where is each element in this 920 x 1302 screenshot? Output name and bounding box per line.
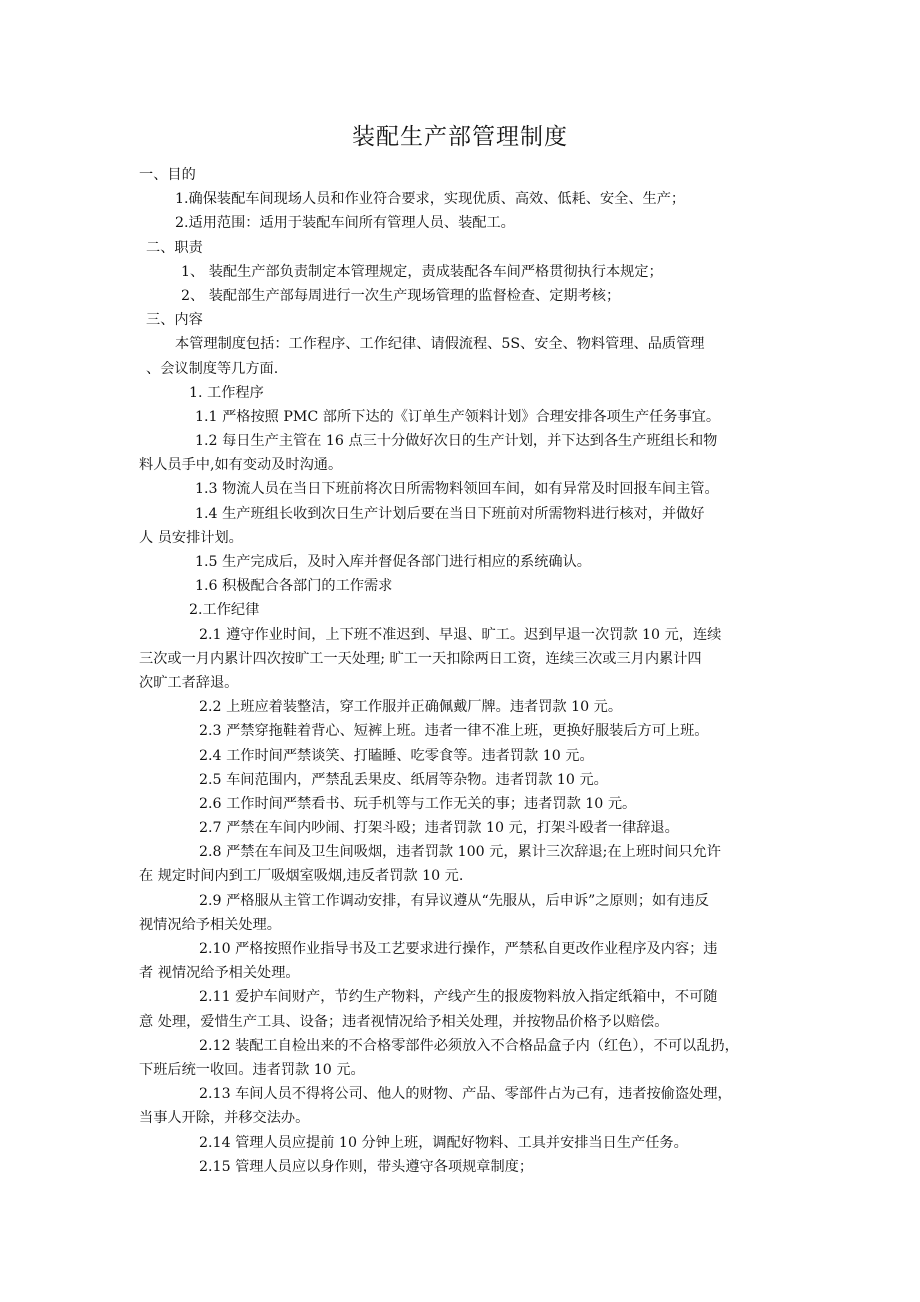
paragraph-line: 1.2 每日生产主管在 16 点三十分做好次日的生产计划，并下达到各生产班组长和物 — [195, 433, 718, 450]
section-heading-content: 三、内容 — [146, 312, 203, 329]
paragraph-line: 2.7 严禁在车间内吵闹、打架斗殴；违者罚款 10 元，打架斗殴者一律辞退。 — [199, 820, 679, 837]
paragraph-line: 三次或一月内累计四次按旷工一天处理; 旷工一天扣除两日工资，连续三次或三月内累计四 — [139, 650, 702, 667]
paragraph-line: 2.14 管理人员应提前 10 分钟上班，调配好物料、工具并安排当日生产任务。 — [199, 1134, 688, 1151]
paragraph-line: 下班后统一收回。违者罚款 10 元。 — [139, 1061, 365, 1078]
paragraph-line: 1.6 积极配合各部门的工作需求 — [195, 578, 393, 595]
paragraph-line: 2.12 装配工自检出来的不合格零部件必须放入不合格品盒子内（红色），不可以乱扔， — [199, 1037, 739, 1054]
paragraph-line: 1.3 物流人员在当日下班前将次日所需物料领回车间，如有异常及时回报车间主管。 — [195, 481, 719, 498]
paragraph-line: 在 规定时间内到工厂吸烟室吸烟,违反者罚款 10 元. — [139, 868, 464, 885]
paragraph-line: 2.5 车间范围内，严禁乱丢果皮、纸屑等杂物。违者罚款 10 元。 — [199, 771, 608, 788]
paragraph-line: 1.4 生产班组长收到次日生产计划后要在当日下班前对所需物料进行核对，并做好 — [195, 505, 705, 522]
section-heading-purpose: 一、目的 — [139, 167, 196, 183]
paragraph-line: 者 视情况给予相关处理。 — [139, 965, 300, 982]
paragraph-line: 2.3 严禁穿拖鞋着背心、短裤上班。违者一律不准上班，更换好服装后方可上班。 — [199, 723, 709, 740]
paragraph-line: 次旷工者辞退。 — [139, 674, 239, 691]
paragraph-line: 人 员安排计划。 — [139, 529, 243, 546]
paragraph-line: 2.9 严格服从主管工作调动安排，有异议遵从“先服从，后申诉”之原则；如有违反 — [199, 892, 709, 909]
paragraph-line: 、会议制度等几方面. — [146, 360, 279, 377]
paragraph-line: 2.4 工作时间严禁谈笑、打瞌睡、吃零食等。违者罚款 10 元。 — [199, 747, 594, 764]
paragraph-line: 1.确保装配车间现场人员和作业符合要求，实现优质、高效、低耗、安全、生产； — [175, 191, 686, 208]
paragraph-line: 2.2 上班应着装整洁，穿工作服并正确佩戴厂牌。违者罚款 10 元。 — [199, 699, 623, 716]
paragraph-line: 本管理制度包括：工作程序、工作纪律、请假流程、5S、安全、物料管理、品质管理 — [175, 336, 705, 353]
paragraph-line: 2.10 严格按照作业指导书及工艺要求进行操作，严禁私自更改作业程序及内容；违 — [199, 941, 718, 957]
paragraph-line: 当事人开除，并移交法办。 — [139, 1110, 310, 1127]
paragraph-line: 2.11 爱护车间财产，节约生产物料，产线产生的报废物料放入指定纸箱中，不可随 — [199, 989, 718, 1006]
document-title: 装配生产部管理制度 — [352, 124, 568, 150]
paragraph-line: 意 处理，爱惜生产工具、设备；违者视情况给予相关处理，并按物品价格予以赔偿。 — [139, 1013, 669, 1030]
paragraph-line: 1.1 严格按照 PMC 部所下达的《订单生产领料计划》合理安排各项生产任务事宜。 — [195, 408, 721, 425]
subsection-heading-work-procedure: 1. 工作程序 — [189, 384, 264, 401]
section-heading-duties: 二、职责 — [146, 239, 203, 256]
paragraph-line: 2.1 遵守作业时间，上下班不准迟到、早退、旷工。迟到早退一次罚款 10 元，连续 — [199, 626, 722, 643]
paragraph-line: 1、 装配生产部负责制定本管理规定，责成装配各车间严格贯彻执行本规定； — [181, 263, 663, 280]
paragraph-line: 1.5 生产完成后，及时入库并督促各部门进行相应的系统确认。 — [195, 554, 591, 570]
paragraph-line: 2.13 车间人员不得将公司、他人的财物、产品、零部件占为己有，违者按偷盗处理， — [199, 1086, 732, 1103]
paragraph-line: 2.15 管理人员应以身作则，带头遵守各项规章制度； — [199, 1158, 534, 1175]
subsection-heading-work-discipline: 2.工作纪律 — [189, 602, 260, 619]
paragraph-line: 视情况给予相关处理。 — [139, 916, 281, 933]
paragraph-line: 2.适用范围：适用于装配车间所有管理人员、装配工。 — [175, 215, 515, 232]
paragraph-line: 2.8 严禁在车间及卫生间吸烟，违者罚款 100 元，累计三次辞退;在上班时间只允许 — [199, 844, 721, 861]
document-body — [139, 163, 799, 1179]
paragraph-line: 2、 装配部生产部每周进行一次生产现场管理的监督检查、定期考核； — [181, 287, 621, 304]
paragraph-line: 料人员手中,如有变动及时沟通。 — [139, 457, 343, 474]
paragraph-line: 2.6 工作时间严禁看书、玩手机等与工作无关的事；违者罚款 10 元。 — [199, 795, 637, 812]
